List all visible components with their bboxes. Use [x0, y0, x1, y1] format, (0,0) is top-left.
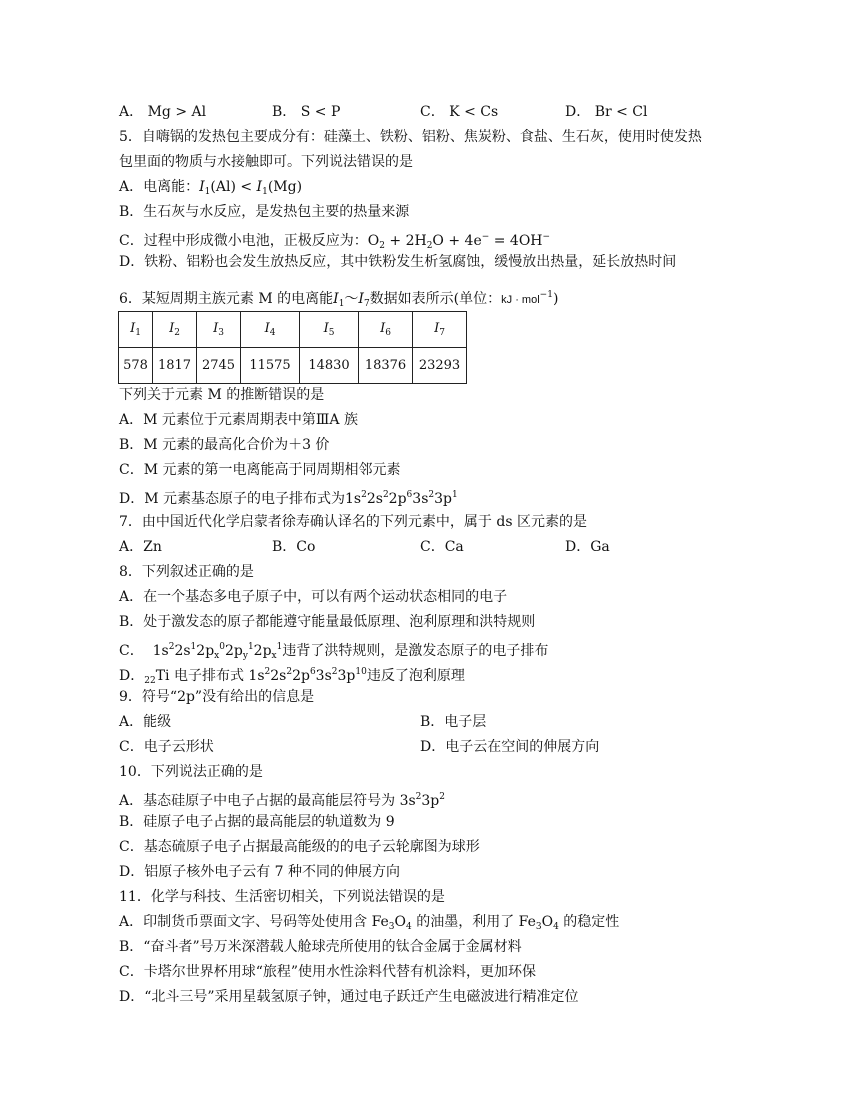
q4-option-c: C． K < Cs: [420, 104, 499, 120]
table-row: [119, 348, 467, 384]
q10-option-b: B．硅原子电子占据的最高能层的轨道数为 9: [119, 814, 395, 830]
q8-option-b: B．处于激发态的原子都能遵守能量最低原理、泡利原理和洪特规则: [119, 614, 536, 630]
q9-stem: 9．符号“2p”没有给出的信息是: [119, 689, 315, 705]
table-cell: 1817: [153, 348, 197, 384]
q10-option-a: A．基态硅原子中电子占据的最高能层符号为 $3s^23p^2$: [119, 792, 445, 809]
q5-option-c: C．过程中形成微小电池，正极反应为：$O_2 + 2H_2O + 4e^- = 4OH^-$: [119, 232, 551, 251]
q6-option-b: B．M 元素的最高化合价为＋3 价: [119, 437, 330, 453]
table-cell: 18376: [359, 348, 413, 384]
q4-option-b: B． S < P: [272, 104, 341, 120]
table-header-cell: $I_2$: [153, 312, 197, 348]
q5-stem-line2: 包里面的物质与水接触即可。下列说法错误的是: [119, 154, 413, 170]
ionization-energy-table: [118, 311, 467, 384]
q7-option-b: B．Co: [272, 539, 316, 555]
q8-stem: 8．下列叙述正确的是: [119, 564, 254, 580]
q8-option-d: D．$_{22}$Ti 电子排布式 $1s^22s^22p^63s^23p^{10}$违反了泡利原理: [119, 667, 465, 686]
table-cell: 2745: [197, 348, 241, 384]
table-header-cell: $I_3$: [197, 312, 241, 348]
q7-option-c: C．Ca: [420, 539, 464, 555]
q6-option-a: A．M 元素位于元素周期表中第ⅢA 族: [119, 412, 358, 428]
q5-stem-line1: 5．自嗨锅的发热包主要成分有：硅藻土、铁粉、铝粉、焦炭粉、食盐、生石灰，使用时使发热: [119, 129, 702, 145]
q11-option-a: A．印制货币票面文字、号码等处使用含 $Fe_3O_4$ 的油墨，利用了 $Fe_3O_4$ 的稳定性: [119, 914, 620, 932]
q10-stem: 10．下列说法正确的是: [119, 764, 263, 780]
q6-option-d: D．M 元素基态原子的电子排布式为$1s^22s^22p^63s^23p^1$: [119, 490, 458, 507]
q9-option-c: C．电子云形状: [119, 739, 214, 755]
table-header-cell: $I_6$: [359, 312, 413, 348]
q6-after-table: 下列关于元素 M 的推断错误的是: [119, 387, 325, 403]
table-header-cell: $I_4$: [241, 312, 300, 348]
q11-option-c: C．卡塔尔世界杯用球“旅程”使用水性涂料代替有机涂料，更加环保: [119, 964, 537, 980]
q7-option-d: D．Ga: [565, 539, 610, 555]
q7-option-a: A．Zn: [119, 539, 162, 555]
table-header-cell: $I_5$: [300, 312, 359, 348]
q9-option-b: B．电子层: [420, 714, 487, 730]
table-header-cell: $I_7$: [413, 312, 467, 348]
q6-option-c: C．M 元素的第一电离能高于同周期相邻元素: [119, 462, 401, 478]
q11-option-b: B．“奋斗者”号万米深潜载人舱球壳所使用的钛合金属于金属材料: [119, 939, 522, 955]
q8-option-a: A．在一个基态多电子原子中，可以有两个运动状态相同的电子: [119, 589, 508, 605]
q9-option-d: D．电子云在空间的伸展方向: [420, 739, 600, 755]
q9-option-a: A．能级: [119, 714, 172, 730]
q10-option-c: C．基态硫原子电子占据最高能级的的电子云轮廓图为球形: [119, 839, 480, 855]
q5-option-d: D．铁粉、铝粉也会发生放热反应，其中铁粉发生析氢腐蚀，缓慢放出热量，延长放热时间: [119, 254, 677, 270]
q5-option-a: A．电离能：$I_1(Al) < I_1(Mg)$: [119, 179, 303, 197]
table-cell: 11575: [241, 348, 300, 384]
table-cell: 14830: [300, 348, 359, 384]
q7-stem: 7．由中国近代化学启蒙者徐寿确认译名的下列元素中，属于 ds 区元素的是: [119, 514, 587, 530]
table-header-cell: $I_1$: [119, 312, 153, 348]
q8-option-c: C． $1s^22s^12p_x^02p_y^12p_x^1$违背了洪特规则，是激发态原子的电子排布: [119, 642, 549, 661]
q5-option-b: B．生石灰与水反应，是发热包主要的热量来源: [119, 204, 410, 220]
q4-option-a: A． Mg > Al: [119, 104, 207, 120]
q6-stem: 6．某短周期主族元素 M 的电离能$I_1\sim I_7$数据如表所示(单位：kJ · mol$^{-1}$): [119, 290, 559, 309]
q11-option-d: D．“北斗三号”采用星载氢原子钟，通过电子跃迁产生电磁波进行精准定位: [119, 989, 579, 1005]
table-header-row: [119, 312, 467, 348]
table-cell: 578: [119, 348, 153, 384]
q10-option-d: D．铝原子核外电子云有 7 种不同的伸展方向: [119, 864, 401, 880]
table-cell: 23293: [413, 348, 467, 384]
q4-option-d: D． Br < Cl: [565, 104, 648, 120]
q11-stem: 11．化学与科技、生活密切相关，下列说法错误的是: [119, 889, 445, 905]
